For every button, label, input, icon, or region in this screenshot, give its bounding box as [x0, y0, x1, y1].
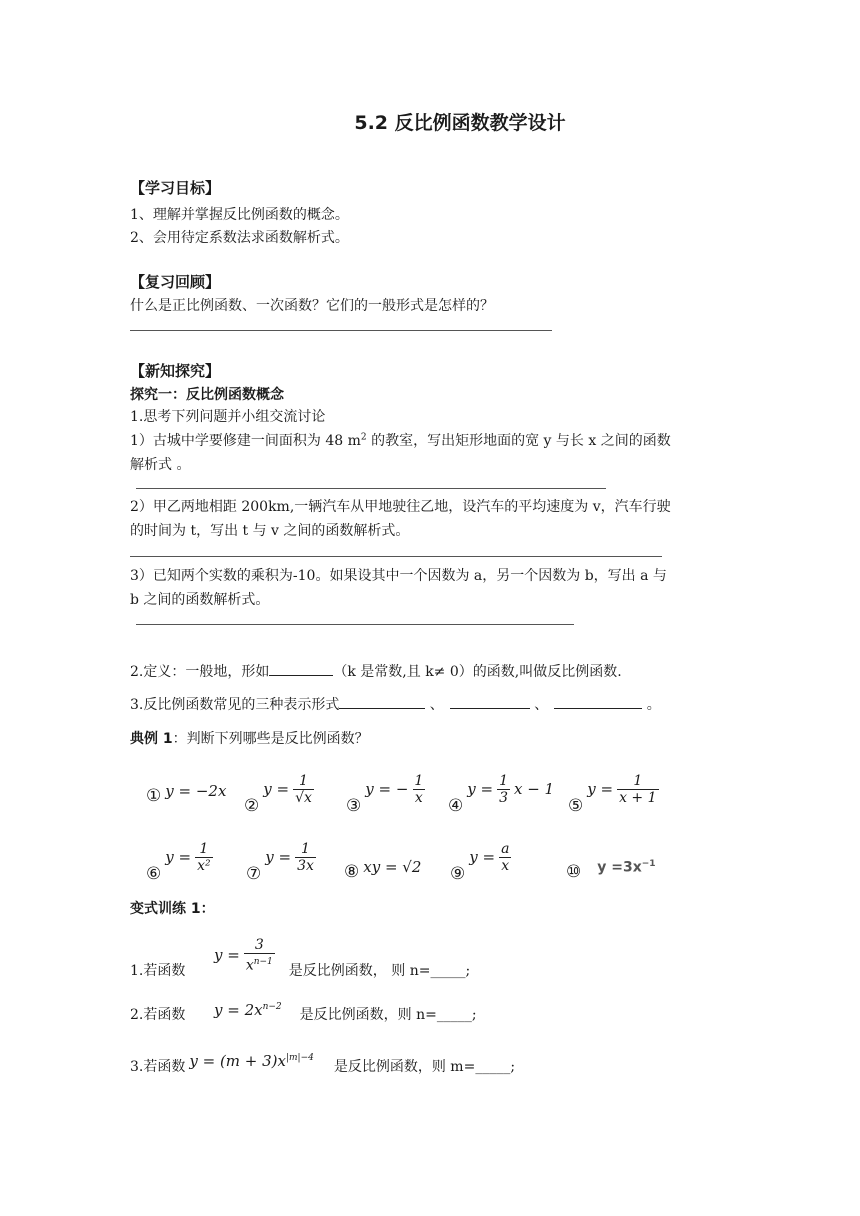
- fill-blank[interactable]: [339, 694, 425, 709]
- option-number: ⑥: [146, 864, 162, 884]
- fraction: [617, 773, 658, 806]
- period: 。: [642, 697, 661, 713]
- formula: xy = √2: [363, 858, 422, 876]
- formula-base: y = 2x: [214, 1001, 263, 1019]
- answer-line: [136, 488, 606, 489]
- example-line: [130, 728, 369, 748]
- separator: 、: [529, 697, 549, 713]
- denominator: x²: [197, 857, 211, 874]
- q1-text-end: 的教室，写出矩形地面的宽 y 与长 x 之间的函数: [366, 433, 671, 449]
- fraction: [195, 841, 213, 874]
- fill-blank[interactable]: [450, 694, 530, 709]
- option-number: ⑨: [450, 864, 466, 884]
- q1-text: 1）古城中学要修建一间面积为 48 m: [130, 433, 361, 449]
- answer-line: [130, 330, 552, 331]
- practice-prefix: 3.若函数: [130, 1059, 186, 1075]
- option-2: [244, 762, 314, 816]
- formula-exponent: |m|−4: [285, 1053, 314, 1063]
- formula-lhs: y = −: [365, 780, 409, 798]
- denominator: √x: [295, 789, 312, 806]
- goal-item-1: 1、理解并掌握反比例函数的概念。: [130, 207, 349, 223]
- formula-lhs: y =: [214, 946, 240, 964]
- option-6: [146, 830, 213, 884]
- numerator: 1: [633, 772, 643, 789]
- denominator: x: [501, 857, 510, 874]
- formula-base: y = (m + 3)x: [189, 1052, 286, 1070]
- fraction: [244, 937, 275, 974]
- option-10: [566, 852, 656, 882]
- question-3-line-1: 3）已知两个实数的乘积为-10。如果设其中一个因数为 a，另一个因数为 b，写出 a 与: [130, 568, 667, 584]
- answer-line: [136, 624, 574, 625]
- practice-suffix: 是反比例函数，则 m=_____;: [333, 1059, 516, 1075]
- definition-line: [130, 661, 622, 681]
- answer-line: [130, 556, 662, 557]
- formula-exponent: n−2: [262, 1002, 282, 1012]
- option-number: ⑦: [246, 864, 262, 884]
- option-4: [448, 762, 554, 816]
- option-number: ④: [448, 796, 464, 816]
- numerator: 3: [254, 936, 264, 953]
- definition-suffix: （k 是常数,且 k≠ 0）的函数,叫做反比例函数.: [333, 664, 622, 680]
- practice-1: [130, 930, 470, 980]
- numerator: a: [501, 840, 510, 857]
- formula: [189, 1052, 314, 1070]
- formula-lhs: y =: [587, 780, 614, 798]
- question-3-line-2: b 之间的函数解析式。: [130, 592, 270, 608]
- fraction: [497, 773, 510, 806]
- practice-prefix: 2.若函数: [130, 1007, 186, 1023]
- practice-suffix: 是反比例函数，则 n=_____;: [299, 1007, 477, 1023]
- option-9: [450, 830, 511, 884]
- practice-heading: 变式训练 1：: [130, 901, 215, 917]
- formula-lhs: y =: [263, 780, 290, 798]
- option-number: ①: [146, 786, 162, 806]
- review-heading: 【复习回顾】: [130, 273, 221, 291]
- option-number: ⑤: [568, 796, 584, 816]
- fill-blank[interactable]: [554, 694, 642, 709]
- option-7: [246, 830, 316, 884]
- explore-heading: 【新知探究】: [130, 362, 221, 380]
- practice-3: [130, 1052, 516, 1076]
- fraction: [412, 773, 425, 806]
- option-number: ③: [346, 796, 362, 816]
- forms-line: [130, 694, 661, 714]
- question-1-line-2: 解析式 。: [130, 457, 191, 473]
- practice-suffix: 是反比例函数， 则 n=_____;: [288, 963, 471, 979]
- review-question: 什么是正比例函数、一次函数？它们的一般形式是怎样的？: [130, 298, 494, 314]
- practice-prefix: 1.若函数: [130, 963, 186, 979]
- option-number: ⑧: [344, 862, 360, 882]
- formula-lhs: y =: [165, 848, 192, 866]
- definition-prefix: 2.定义：一般地，形如: [130, 664, 270, 680]
- formula-rhs: x − 1: [513, 780, 555, 798]
- explore-intro: 1.思考下列问题并小组交流讨论: [130, 409, 326, 425]
- formula-exponent: −1: [641, 858, 656, 869]
- formula-lhs: y =: [469, 848, 496, 866]
- example-text: ：判断下列哪些是反比例函数？: [172, 731, 369, 747]
- option-number: ②: [244, 796, 260, 816]
- explore-subheading: 探究一：反比例函数概念: [130, 387, 284, 403]
- denominator: [244, 953, 275, 974]
- question-2-line-2: 的时间为 t，写出 t 与 v 之间的函数解析式。: [130, 523, 410, 539]
- numerator: 1: [499, 772, 508, 789]
- numerator: 1: [414, 772, 424, 789]
- fraction: [295, 841, 316, 874]
- forms-prefix: 3.反比例函数常见的三种表示形式: [130, 697, 340, 713]
- separator: 、: [425, 697, 444, 713]
- formula-base: y =3x: [597, 859, 642, 876]
- fraction: [293, 773, 314, 806]
- example-label: 典例 1: [130, 731, 173, 747]
- option-1: [146, 782, 227, 806]
- denominator-exponent: n−1: [253, 956, 273, 967]
- option-number: ⑩: [566, 862, 582, 882]
- numerator: 1: [199, 840, 209, 857]
- option-8: [344, 852, 421, 882]
- formula-lhs: y =: [467, 780, 494, 798]
- formula: [214, 1001, 282, 1019]
- numerator: 1: [301, 840, 310, 857]
- fill-blank[interactable]: [269, 661, 333, 676]
- option-3: [346, 762, 425, 816]
- denominator: 3: [499, 789, 508, 806]
- formula-lhs: y =: [265, 848, 292, 866]
- denominator: x: [414, 789, 423, 806]
- formula: y = −2x: [165, 782, 227, 800]
- denominator-base: x: [245, 957, 254, 974]
- goal-item-2: 2、会用待定系数法求函数解析式。: [130, 230, 349, 246]
- goals-heading: 【学习目标】: [130, 179, 221, 197]
- denominator: 3x: [297, 857, 314, 874]
- question-1-line-1: [130, 430, 671, 450]
- numerator: 1: [299, 772, 308, 789]
- fraction: [499, 841, 511, 874]
- option-5: [568, 762, 659, 816]
- formula: [597, 859, 655, 876]
- question-2-line-1: 2）甲乙两地相距 200km,一辆汽车从甲地驶往乙地，设汽车的平均速度为 v，汽车行驶: [130, 499, 671, 515]
- practice-2: [130, 1001, 477, 1024]
- q1-superscript: 2: [360, 432, 367, 443]
- denominator: x + 1: [619, 789, 657, 806]
- page-title: 5.2 反比例函数教学设计: [354, 112, 566, 134]
